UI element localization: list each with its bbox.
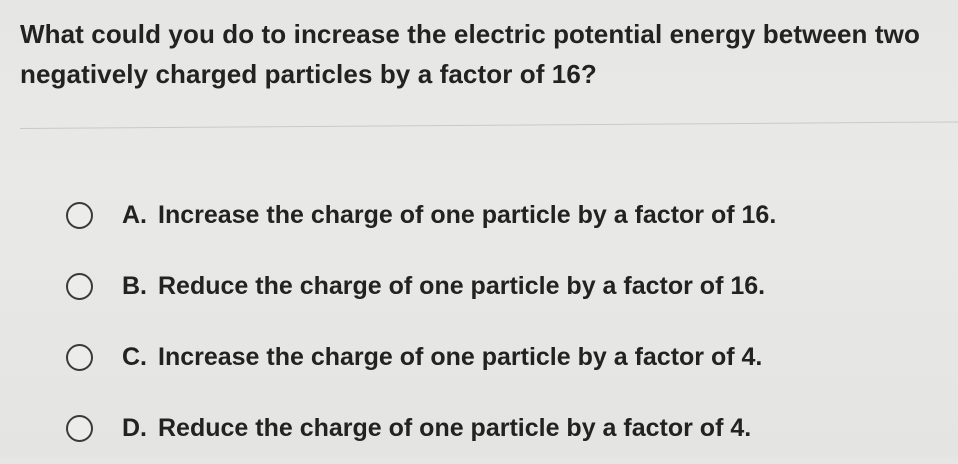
option-d[interactable] xyxy=(66,393,926,464)
radio-button-c[interactable] xyxy=(66,344,93,371)
option-letter: C. xyxy=(122,343,147,371)
option-a[interactable] xyxy=(66,180,926,251)
option-letter: B. xyxy=(122,272,147,300)
answer-options xyxy=(66,180,926,464)
option-c[interactable] xyxy=(66,322,926,393)
option-text: Increase the charge of one particle by a factor of 16. xyxy=(158,201,777,229)
option-b[interactable] xyxy=(66,251,926,322)
option-text: Reduce the charge of one particle by a factor of 16. xyxy=(158,272,766,300)
divider xyxy=(20,121,958,129)
radio-button-a[interactable] xyxy=(66,202,93,229)
option-text: Reduce the charge of one particle by a factor of 4. xyxy=(158,414,752,442)
radio-button-d[interactable] xyxy=(66,415,93,442)
option-text: Increase the charge of one particle by a factor of 4. xyxy=(158,343,763,371)
option-letter: D. xyxy=(122,414,147,442)
radio-button-b[interactable] xyxy=(66,273,93,300)
question-text: What could you do to increase the electric potential energy between two negatively charged particles by a factor of 16? xyxy=(20,19,920,89)
option-letter: A. xyxy=(122,201,147,229)
